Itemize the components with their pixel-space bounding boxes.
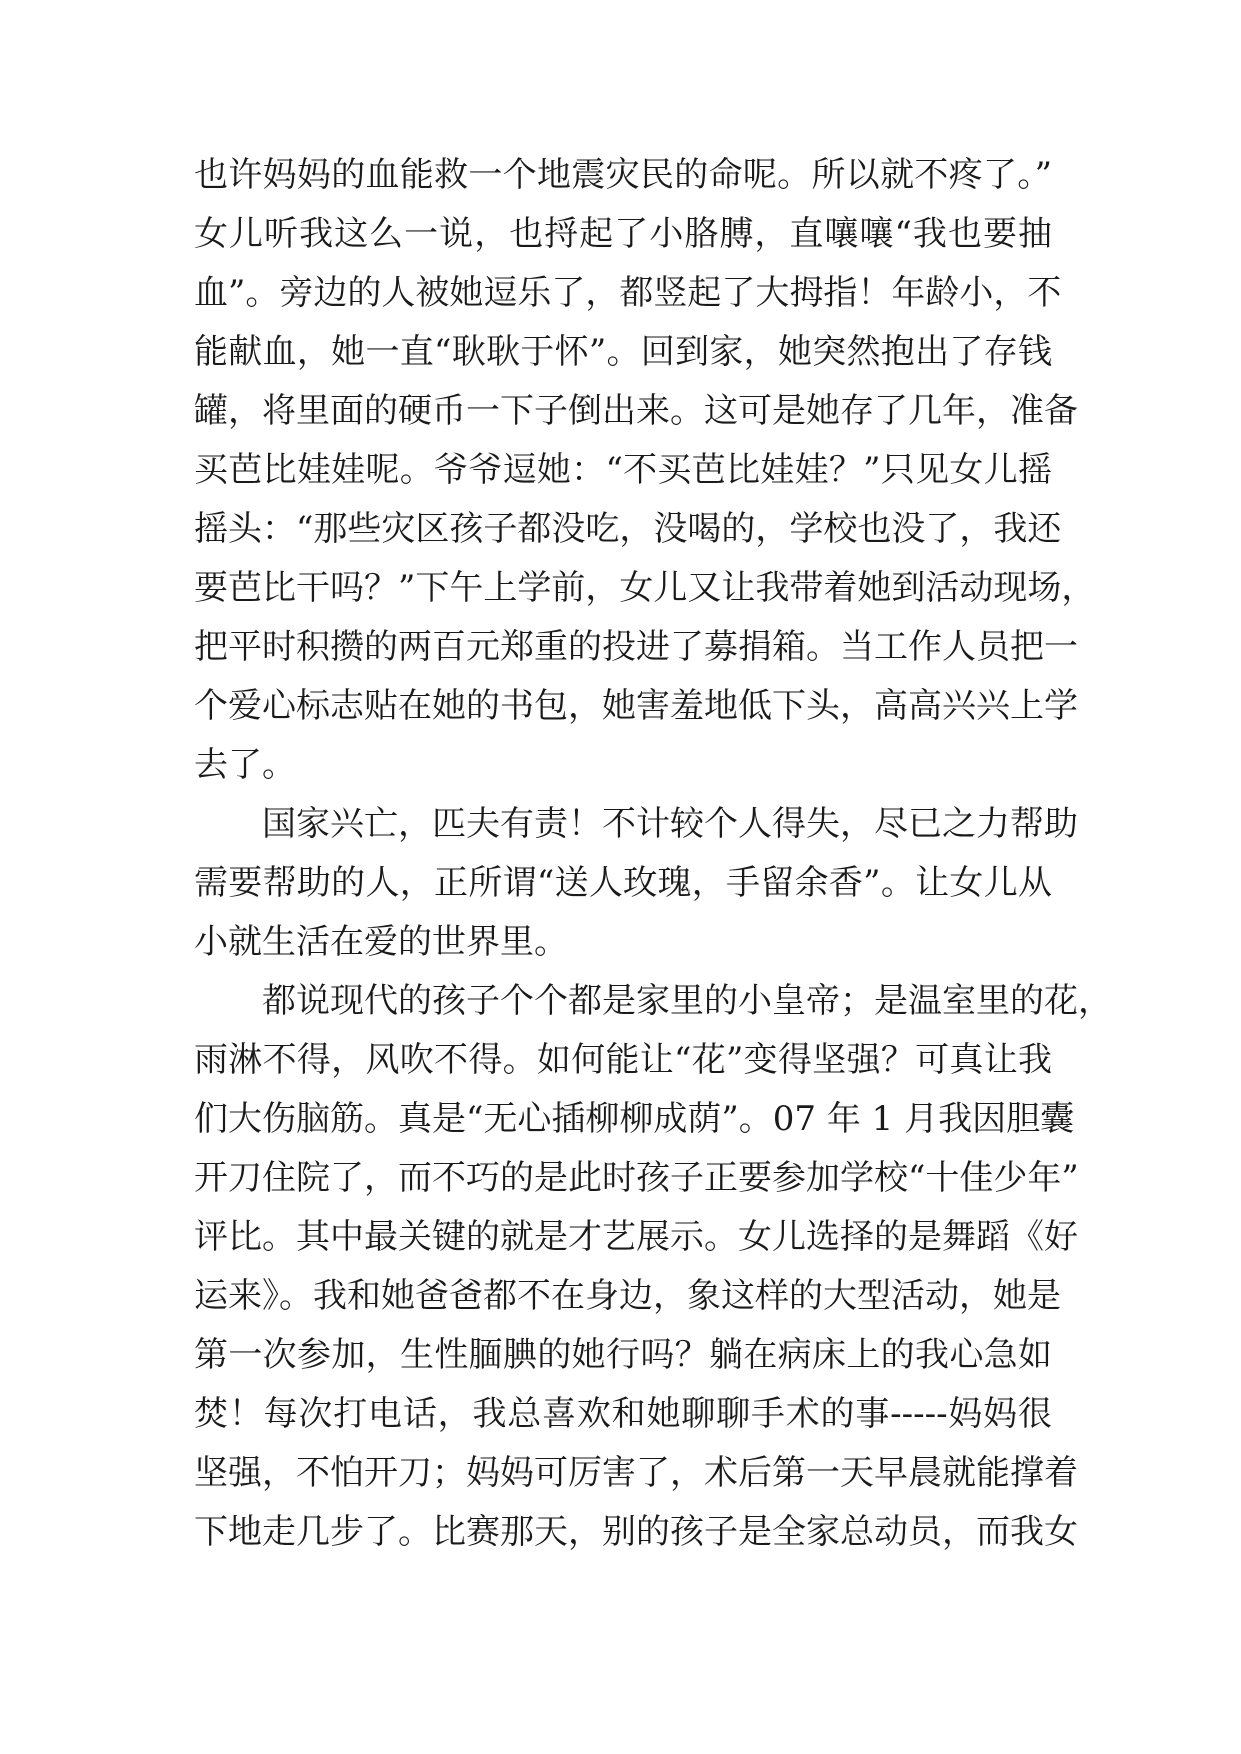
text-line: 评比。其中最关键的就是才艺展示。女儿选择的是舞蹈《好 (194, 1217, 1078, 1257)
text-line: 也许妈妈的血能救一个地震灾民的命呢。所以就不疼了。” (194, 155, 1052, 195)
text-line: 罐，将里面的硬币一下子倒出来。这可是她存了几年，准备 (194, 391, 1078, 431)
text-line: 们大伤脑筋。真是“无心插柳柳成荫”。07 年 1 月我因胆囊 (194, 1099, 1075, 1139)
text-line: 去了。 (194, 745, 296, 785)
text-line: 坚强，不怕开刀；妈妈可厉害了，术后第一天早晨就能撑着 (194, 1453, 1078, 1493)
text-line: 雨淋不得，风吹不得。如何能让“花”变得坚强？可真让我 (194, 1040, 1052, 1080)
text-line: 小就生活在爱的世界里。 (194, 922, 568, 962)
text-line: 开刀住院了，而不巧的是此时孩子正要参加学校“十佳少年” (194, 1158, 1079, 1198)
text-line: 把平时积攒的两百元郑重的投进了募捐箱。当工作人员把一 (194, 627, 1078, 667)
text-line: 焚！每次打电话，我总喜欢和她聊聊手术的事-----妈妈很 (194, 1394, 1052, 1434)
paragraph (194, 795, 1078, 972)
text-line: 买芭比娃娃呢。爷爷逗她：“不买芭比娃娃？”只见女儿摇 (194, 450, 1052, 490)
document-page (194, 146, 1112, 1562)
text-line: 能献血，她一直“耿耿于怀”。回到家，她突然抱出了存钱 (194, 332, 1052, 372)
paragraph (194, 146, 1096, 795)
text-line: 运来》。我和她爸爸都不在身边，象这样的大型活动，她是 (194, 1276, 1061, 1316)
text-line: 都说现代的孩子个个都是家里的小皇帝；是温室里的花， (262, 981, 1112, 1021)
text-line: 要芭比干吗？”下午上学前，女儿又让我带着她到活动现场， (194, 568, 1096, 608)
text-line: 血”。旁边的人被她逗乐了，都竖起了大拇指！年龄小，不 (194, 273, 1062, 313)
paragraph (194, 972, 1112, 1562)
text-line: 个爱心标志贴在她的书包，她害羞地低下头，高高兴兴上学 (194, 686, 1078, 726)
text-line: 第一次参加，生性腼腆的她行吗？躺在病床上的我心急如 (194, 1335, 1052, 1375)
text-line: 女儿听我这么一说，也捋起了小胳膊，直嚷嚷“我也要抽 (194, 214, 1052, 254)
text-line: 需要帮助的人，正所谓“送人玫瑰，手留余香”。让女儿从 (194, 863, 1052, 903)
text-line: 国家兴亡，匹夫有责！不计较个人得失，尽已之力帮助 (262, 804, 1078, 844)
text-line: 摇头：“那些灾区孩子都没吃，没喝的，学校也没了，我还 (194, 509, 1062, 549)
text-line: 下地走几步了。比赛那天，别的孩子是全家总动员，而我女 (194, 1512, 1078, 1552)
